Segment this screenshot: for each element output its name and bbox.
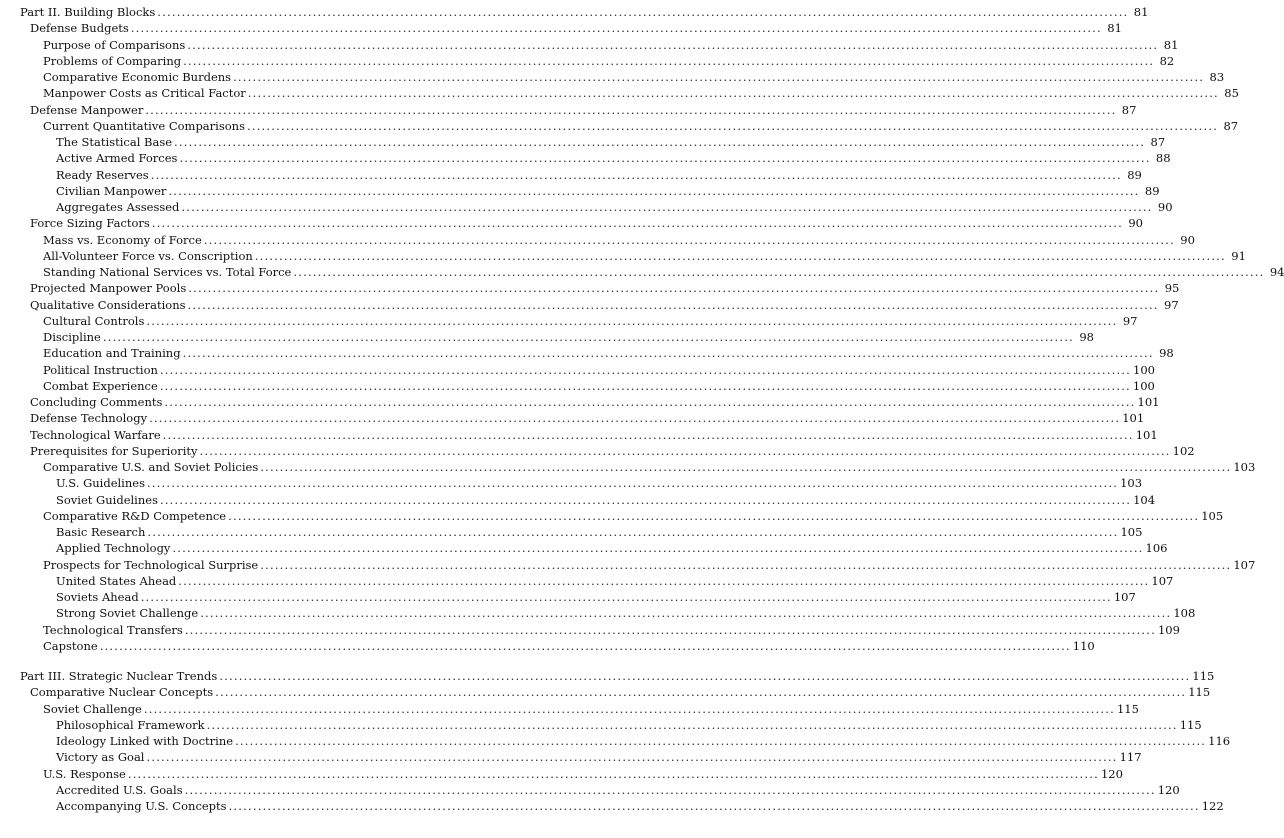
toc-leader-dots: ........................................................................................................................................................................................................	[206, 718, 1178, 732]
toc-entry-title: Civilian Manpower	[56, 184, 167, 198]
toc-entry-title: Accompanying U.S. Concepts	[56, 799, 227, 813]
toc-leader-dots: ........................................................................................................................................................................................................	[127, 767, 1099, 781]
toc-leader-dots: ........................................................................................................................................................................................................	[99, 639, 1071, 653]
toc-entry-page: 81	[1163, 38, 1179, 52]
toc-entry	[0, 589, 1136, 605]
toc-entry-title: Capstone	[43, 639, 98, 653]
toc-entry-title: Soviets Ahead	[56, 590, 139, 604]
toc-entry-page: 95	[1164, 281, 1180, 295]
toc-entry-page: 100	[1132, 379, 1155, 393]
toc-entry	[0, 492, 1156, 508]
toc-entry	[0, 167, 1142, 183]
toc-entry-title: Active Armed Forces	[56, 151, 178, 165]
toc-entry-page: 115	[1179, 718, 1202, 732]
toc-entry	[0, 183, 1160, 199]
toc-entry-page: 90	[1157, 200, 1173, 214]
toc-leader-dots: ........................................................................................................................................................................................................	[159, 493, 1132, 507]
toc-entry-title: Victory as Goal	[56, 750, 145, 764]
toc-leader-dots: ........................................................................................................................................................................................................	[184, 783, 1156, 797]
toc-entry-title: Standing National Services vs. Total Force	[43, 265, 292, 279]
toc-entry	[0, 118, 1239, 134]
toc-entry-page: 101	[1122, 411, 1145, 425]
toc-leader-dots: ........................................................................................................................................................................................................	[293, 265, 1265, 279]
toc-entry	[0, 622, 1180, 638]
toc-leader-dots: ........................................................................................................................................................................................................	[254, 249, 1226, 263]
toc-entry	[0, 573, 1174, 589]
toc-entry-page: 87	[1121, 103, 1137, 117]
toc-entry-page: 103	[1233, 460, 1256, 474]
toc-entry	[0, 20, 1122, 36]
toc-leader-dots: ........................................................................................................................................................................................................	[162, 428, 1134, 442]
toc-entry-page: 105	[1201, 509, 1224, 523]
toc-entry-title: Purpose of Comparisons	[43, 38, 186, 52]
toc-leader-dots: ........................................................................................................................................................................................................	[159, 379, 1131, 393]
toc-entry-title: Combat Experience	[43, 379, 158, 393]
toc-leader-dots: ........................................................................................................................................................................................................	[164, 395, 1136, 409]
toc-entry	[0, 297, 1179, 313]
toc-entry	[0, 134, 1166, 150]
toc-entry	[0, 557, 1256, 573]
toc-entry-title: Defense Manpower	[30, 103, 144, 117]
toc-entry-title: Current Quantitative Comparisons	[43, 119, 245, 133]
toc-entry-title: Mass vs. Economy of Force	[43, 233, 202, 247]
toc-entry-title: Defense Budgets	[30, 21, 129, 35]
toc-entry	[0, 248, 1246, 264]
toc-entry	[0, 378, 1155, 394]
toc-leader-dots: ........................................................................................................................................................................................................	[203, 233, 1175, 247]
toc-entry	[0, 53, 1175, 69]
toc-entry-title: Basic Research	[56, 525, 146, 539]
toc-entry-page: 85	[1224, 86, 1239, 100]
toc-entry	[0, 199, 1173, 215]
toc-entry-page: 109	[1157, 623, 1180, 637]
toc-leader-dots: ........................................................................................................................................................................................................	[260, 558, 1232, 572]
toc-entry-page: 115	[1116, 702, 1139, 716]
toc-leader-dots: ........................................................................................................................................................................................................	[168, 184, 1140, 198]
toc-entry	[0, 232, 1195, 248]
toc-entry-page: 94	[1269, 265, 1284, 279]
toc-entry-page: 98	[1079, 330, 1094, 344]
toc-entry-title: United States Ahead	[56, 574, 177, 588]
toc-leader-dots: ........................................................................................................................................................................................................	[184, 623, 1156, 637]
toc-entry-title: Technological Warfare	[30, 428, 161, 442]
toc-entry-page: 116	[1208, 734, 1231, 748]
toc-entry-page: 105	[1120, 525, 1143, 539]
toc-entry	[0, 264, 1284, 280]
toc-leader-dots: ........................................................................................................................................................................................................	[247, 86, 1219, 100]
toc-entry-title: Comparative Nuclear Concepts	[30, 685, 214, 699]
toc-leader-dots: ........................................................................................................................................................................................................	[157, 5, 1129, 19]
toc-entry-page: 104	[1133, 493, 1156, 507]
toc-entry	[0, 4, 1149, 20]
toc-leader-dots: ........................................................................................................................................................................................................	[187, 298, 1159, 312]
toc-leader-dots: ........................................................................................................................................................................................................	[143, 702, 1115, 716]
toc-entry-page: 89	[1127, 168, 1142, 182]
toc-entry-page: 97	[1122, 314, 1138, 328]
toc-entry-page: 91	[1231, 249, 1246, 263]
toc-entry-title: Soviet Challenge	[43, 702, 142, 716]
toc-entry	[0, 37, 1179, 53]
toc-entry	[0, 329, 1094, 345]
toc-leader-dots: ........................................................................................................................................................................................................	[235, 734, 1207, 748]
toc-entry-title: Strong Soviet Challenge	[56, 606, 199, 620]
toc-entry	[0, 362, 1155, 378]
toc-entry-title: Comparative R&D Competence	[43, 509, 227, 523]
toc-entry-title: Ready Reserves	[56, 168, 149, 182]
toc-leader-dots: ........................................................................................................................................................................................................	[187, 38, 1159, 52]
toc-entry-page: 101	[1135, 428, 1158, 442]
toc-leader-dots: ........................................................................................................................................................................................................	[219, 669, 1191, 683]
toc-leader-dots: ........................................................................................................................................................................................................	[260, 460, 1232, 474]
toc-leader-dots: ........................................................................................................................................................................................................	[199, 444, 1171, 458]
toc-entry-title: Technological Transfers	[43, 623, 183, 637]
toc-leader-dots: ........................................................................................................................................................................................................	[182, 346, 1154, 360]
toc-entry	[0, 798, 1224, 814]
toc-entry-title: Comparative U.S. and Soviet Policies	[43, 460, 259, 474]
toc-entry-page: 106	[1145, 541, 1168, 555]
toc-entry-title: U.S. Guidelines	[56, 476, 145, 490]
toc-entry	[0, 427, 1158, 443]
toc-entry-page: 107	[1151, 574, 1174, 588]
toc-entry-page: 97	[1164, 298, 1179, 312]
toc-entry-title: Manpower Costs as Critical Factor	[43, 86, 246, 100]
toc-entry-title: Comparative Economic Burdens	[43, 70, 232, 84]
toc-leader-dots: ........................................................................................................................................................................................................	[183, 54, 1155, 68]
toc-entry	[0, 638, 1095, 654]
toc-entry-title: Defense Technology	[30, 411, 148, 425]
toc-entry-title: Qualitative Considerations	[30, 298, 186, 312]
toc-entry-page: 89	[1144, 184, 1160, 198]
toc-leader-dots: ........................................................................................................................................................................................................	[228, 509, 1200, 523]
toc-entry-title: Discipline	[43, 330, 101, 344]
toc-entry	[0, 717, 1202, 733]
toc-entry-page: 87	[1223, 119, 1239, 133]
toc-entry-page: 88	[1155, 151, 1171, 165]
toc-entry	[0, 524, 1143, 540]
toc-leader-dots: ........................................................................................................................................................................................................	[188, 281, 1160, 295]
toc-entry	[0, 540, 1168, 556]
toc-entry-page: 110	[1072, 639, 1095, 653]
toc-leader-dots: ........................................................................................................................................................................................................	[149, 411, 1121, 425]
toc-entry-page: 90	[1128, 216, 1143, 230]
toc-entry	[0, 733, 1231, 749]
toc-leader-dots: ........................................................................................................................................................................................................	[159, 363, 1132, 377]
toc-leader-dots: ........................................................................................................................................................................................................	[179, 151, 1151, 165]
toc-leader-dots: ........................................................................................................................................................................................................	[178, 574, 1150, 588]
toc-leader-dots: ........................................................................................................................................................................................................	[102, 330, 1074, 344]
toc-leader-dots: ........................................................................................................................................................................................................	[146, 314, 1118, 328]
toc-leader-dots: ........................................................................................................................................................................................................	[151, 216, 1123, 230]
toc-entry-page: 83	[1209, 70, 1225, 84]
toc-entry-title: Ideology Linked with Doctrine	[56, 734, 234, 748]
toc-entry-page: 117	[1119, 750, 1142, 764]
toc-entry-page: 103	[1120, 476, 1143, 490]
toc-entry	[0, 508, 1224, 524]
toc-entry-title: U.S. Response	[43, 767, 126, 781]
toc-leader-dots: ........................................................................................................................................................................................................	[215, 685, 1187, 699]
toc-entry-title: Part II. Building Blocks	[20, 5, 156, 19]
toc-entry	[0, 69, 1225, 85]
toc-entry-title: Political Instruction	[43, 363, 158, 377]
toc-entry-page: 107	[1113, 590, 1136, 604]
toc-leader-dots: ........................................................................................................................................................................................................	[150, 168, 1122, 182]
toc-leader-dots: ........................................................................................................................................................................................................	[147, 525, 1119, 539]
toc-entry	[0, 475, 1143, 491]
toc-entry	[0, 605, 1196, 621]
toc-entry-page: 102	[1172, 444, 1195, 458]
toc-leader-dots: ........................................................................................................................................................................................................	[130, 21, 1102, 35]
toc-leader-dots: ........................................................................................................................................................................................................	[145, 103, 1117, 117]
toc-entry	[0, 701, 1139, 717]
toc-entry	[0, 313, 1138, 329]
toc-entry-title: Prospects for Technological Surprise	[43, 558, 259, 572]
toc-entry-page: 87	[1150, 135, 1166, 149]
toc-entry	[0, 684, 1211, 700]
toc-entry	[0, 782, 1180, 798]
toc-entry	[0, 459, 1256, 475]
toc-entry-title: Philosophical Framework	[56, 718, 205, 732]
toc-entry-page: 115	[1188, 685, 1211, 699]
toc-entry	[0, 102, 1137, 118]
toc-entry-title: Applied Technology	[56, 541, 171, 555]
toc-entry	[0, 280, 1180, 296]
toc-entry-page: 101	[1137, 395, 1160, 409]
toc-entry-title: All-Volunteer Force vs. Conscription	[43, 249, 253, 263]
toc-leader-dots: ........................................................................................................................................................................................................	[200, 606, 1172, 620]
toc-entry	[0, 410, 1145, 426]
toc-entry-page: 82	[1159, 54, 1175, 68]
toc-leader-dots: ........................................................................................................................................................................................................	[228, 799, 1200, 813]
toc-entry-title: Aggregates Assessed	[56, 200, 180, 214]
toc-entry-title: Prerequisites for Superiority	[30, 444, 198, 458]
toc-entry	[0, 150, 1171, 166]
toc-entry-page: 90	[1180, 233, 1195, 247]
toc-entry-title: Accredited U.S. Goals	[56, 783, 183, 797]
toc-entry-page: 122	[1201, 799, 1224, 813]
toc-entry	[0, 85, 1239, 101]
toc-leader-dots: ........................................................................................................................................................................................................	[246, 119, 1219, 133]
toc-entry-page: 120	[1100, 767, 1123, 781]
toc-entry	[0, 394, 1160, 410]
toc-entry	[0, 749, 1142, 765]
toc-leader-dots: ........................................................................................................................................................................................................	[233, 70, 1205, 84]
toc-leader-dots: ........................................................................................................................................................................................................	[146, 476, 1119, 490]
toc-entry-title: Concluding Comments	[30, 395, 163, 409]
toc-leader-dots: ........................................................................................................................................................................................................	[172, 541, 1144, 555]
toc-entry-title: Soviet Guidelines	[56, 493, 158, 507]
toc-entry-title: Problems of Comparing	[43, 54, 182, 68]
toc-entry-title: The Statistical Base	[56, 135, 173, 149]
toc-entry-page: 81	[1107, 21, 1122, 35]
toc-entry-page: 98	[1159, 346, 1174, 360]
toc-entry-page: 107	[1233, 558, 1256, 572]
toc-leader-dots: ........................................................................................................................................................................................................	[181, 200, 1153, 214]
toc-entry-page: 81	[1133, 5, 1149, 19]
toc-entry-page: 115	[1192, 669, 1215, 683]
toc-entry	[0, 443, 1195, 459]
toc-leader-dots: ........................................................................................................................................................................................................	[146, 750, 1118, 764]
toc-entry-page: 108	[1173, 606, 1196, 620]
toc-entry	[0, 345, 1174, 361]
toc-entry-page: 100	[1133, 363, 1155, 377]
toc-leader-dots: ........................................................................................................................................................................................................	[140, 590, 1112, 604]
toc-entry-title: Education and Training	[43, 346, 181, 360]
toc-entry-title: Cultural Controls	[43, 314, 145, 328]
toc-entry-title: Part III. Strategic Nuclear Trends	[20, 669, 218, 683]
toc-entry	[0, 668, 1215, 684]
toc-entry	[0, 766, 1123, 782]
toc-entry-title: Force Sizing Factors	[30, 216, 150, 230]
toc-leader-dots: ........................................................................................................................................................................................................	[174, 135, 1146, 149]
toc-entry	[0, 215, 1143, 231]
toc-entry-page: 120	[1157, 783, 1180, 797]
toc-entry-title: Projected Manpower Pools	[30, 281, 187, 295]
